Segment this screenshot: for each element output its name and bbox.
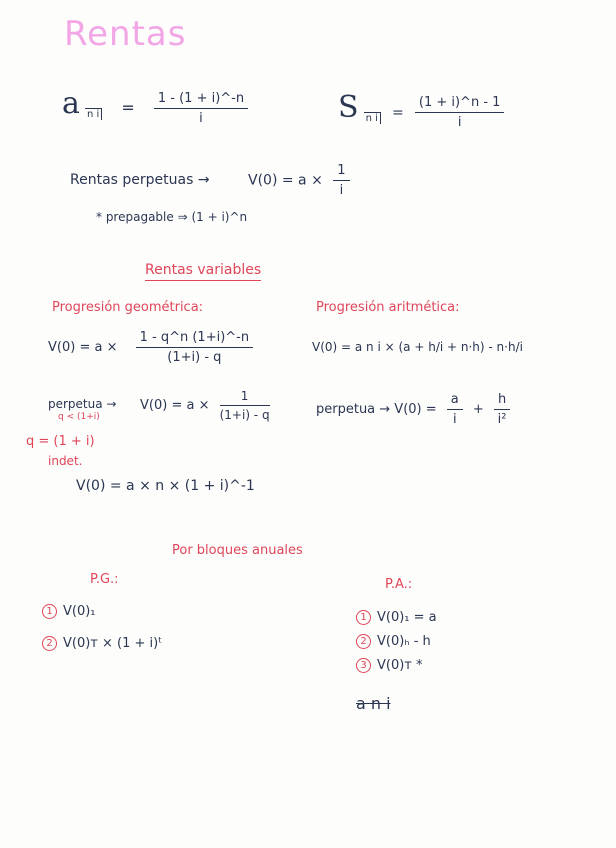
variables-heading: Rentas variables: [145, 262, 261, 281]
pa-item-3-text: V(0)ᴛ *: [377, 658, 423, 673]
geo-perp-condition: q < (1+i): [58, 412, 100, 422]
pg-item-2-text: V(0)ᴛ × (1 + i)ᵗ: [63, 636, 163, 651]
perpetuas-label: Rentas perpetuas →: [70, 172, 210, 188]
step-1-icon: 1: [356, 610, 371, 625]
prepagable-note: * prepagable ⇒ (1 + i)^n: [96, 210, 248, 224]
geo-lhs: V(0) = a ×: [48, 340, 118, 355]
q-equals: q = (1 + i): [26, 434, 95, 449]
geo-perp-fraction: [220, 389, 270, 422]
pa-item-2-text: V(0)ₕ - h: [377, 634, 431, 649]
geo-heading: Progresión geométrica:: [52, 300, 204, 315]
arith-perp-frac2: [494, 392, 510, 427]
arith-formula: V(0) = a n i × (a + h/i + n·h) - n·h/i: [312, 340, 523, 354]
pa-item-1-text: V(0)₁ = a: [377, 610, 437, 625]
s-subscript: n i: [364, 112, 381, 124]
a-fraction: [154, 91, 248, 126]
geo-perp-label: perpetua →: [48, 397, 117, 411]
s-symbol: S: [338, 90, 359, 125]
pa-item-1: [356, 610, 437, 625]
perpetuas-lhs: V(0) = a ×: [248, 172, 323, 189]
geo-perp-num: 1: [220, 389, 270, 406]
a-symbol: a: [62, 86, 80, 121]
arith-perp-frac1: [447, 392, 463, 427]
s-fraction: [415, 95, 505, 130]
annuity-s-formula: [338, 90, 504, 130]
arith-perp-h: h: [494, 392, 510, 410]
pg-label: P.G.:: [90, 572, 119, 587]
geo-perp-formula: [140, 389, 270, 422]
geo-num: 1 - q^n (1+i)^-n: [136, 330, 253, 348]
perpetuas-formula: [248, 163, 350, 198]
pa-item-3: [356, 658, 423, 673]
arith-perp-a: a: [447, 392, 463, 410]
s-denominator: i: [457, 115, 462, 130]
pg-item-2: [42, 636, 162, 651]
geo-formula: [48, 330, 253, 365]
arith-heading: Progresión aritmética:: [316, 300, 460, 315]
step-2-icon: 2: [356, 634, 371, 649]
a-denominator: i: [199, 111, 203, 126]
a-subscript: n i: [85, 108, 102, 120]
geo-perp-den: (1+i) - q: [219, 408, 270, 422]
a-equals: =: [121, 98, 135, 117]
geo-den: (1+i) - q: [167, 350, 222, 365]
geo-fraction: [136, 330, 253, 365]
page-title: Rentas: [64, 14, 187, 54]
step-3-icon: 3: [356, 658, 371, 673]
arith-perp-i2: i²: [497, 412, 507, 427]
step-1-icon: 1: [42, 604, 57, 619]
indet-formula: V(0) = a × n × (1 + i)^-1: [76, 478, 255, 494]
a-numerator: 1 - (1 + i)^-n: [154, 91, 248, 109]
arith-perp-formula: [316, 392, 510, 427]
pa-label: P.A.:: [385, 577, 413, 592]
indet-label: indet.: [48, 454, 83, 468]
pg-item-1: [42, 604, 96, 619]
crossed-out-formula: a n i: [356, 694, 391, 713]
arith-perp-plus: +: [472, 402, 484, 417]
annuity-a-formula: [62, 86, 248, 126]
pg-item-1-text: V(0)₁: [63, 604, 96, 619]
arith-perp-label: perpetua → V(0) =: [316, 402, 437, 417]
step-2-icon: 2: [42, 636, 57, 651]
pa-item-2: [356, 634, 431, 649]
s-numerator: (1 + i)^n - 1: [415, 95, 505, 113]
perpetuas-num: 1: [333, 163, 349, 181]
perpetuas-fraction: [333, 163, 349, 198]
s-equals: =: [392, 105, 404, 121]
perpetuas-den: i: [339, 183, 344, 198]
geo-perp-lhs: V(0) = a ×: [140, 398, 210, 413]
bloques-heading: Por bloques anuales: [172, 543, 303, 558]
arith-perp-i: i: [452, 412, 457, 427]
